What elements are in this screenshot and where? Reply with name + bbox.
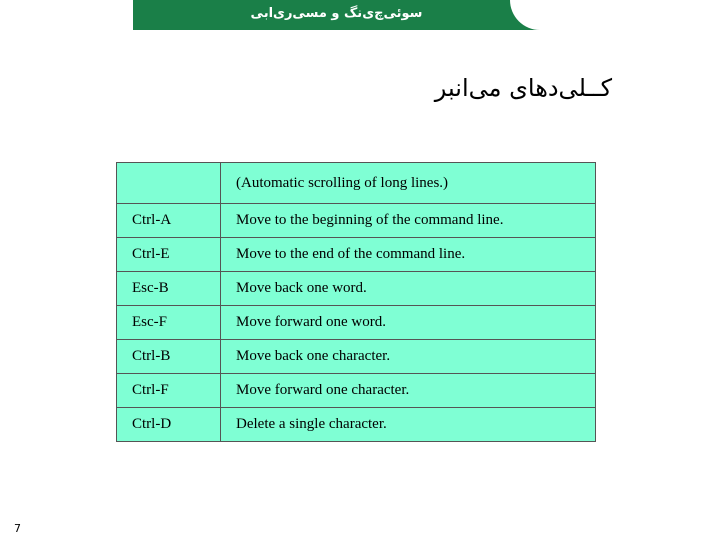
table-row: [117, 408, 596, 442]
page-number: 7: [14, 522, 21, 535]
shortcut-key: Ctrl-E: [117, 238, 221, 272]
table-header-row: [117, 163, 596, 204]
shortcut-key: Ctrl-A: [117, 204, 221, 238]
slide-title: کــلی‌دهای می‌انبر: [434, 74, 612, 102]
shortcut-description: Move to the end of the command line.: [221, 238, 596, 272]
shortcut-description: Delete a single character.: [221, 408, 596, 442]
shortcut-table: [116, 162, 596, 442]
shortcut-key: Esc-B: [117, 272, 221, 306]
table-row: [117, 340, 596, 374]
table-row: [117, 204, 596, 238]
shortcut-description: Move to the beginning of the command line.: [221, 204, 596, 238]
shortcut-description: Move back one word.: [221, 272, 596, 306]
table-header-key: [117, 163, 221, 204]
table-row: [117, 306, 596, 340]
shortcut-key: Ctrl-F: [117, 374, 221, 408]
table-row: [117, 272, 596, 306]
shortcut-description: Move forward one word.: [221, 306, 596, 340]
table-header-description: (Automatic scrolling of long lines.): [221, 163, 596, 204]
shortcut-description: Move back one character.: [221, 340, 596, 374]
shortcut-key: Esc-F: [117, 306, 221, 340]
header-title: سوئی‌چ‌ی‌نگ و مسی‌ری‌ابی: [250, 6, 423, 21]
table-row: [117, 238, 596, 272]
shortcut-description: Move forward one character.: [221, 374, 596, 408]
shortcut-key: Ctrl-D: [117, 408, 221, 442]
table-row: [117, 374, 596, 408]
header-bar: [133, 0, 540, 30]
shortcut-key: Ctrl-B: [117, 340, 221, 374]
